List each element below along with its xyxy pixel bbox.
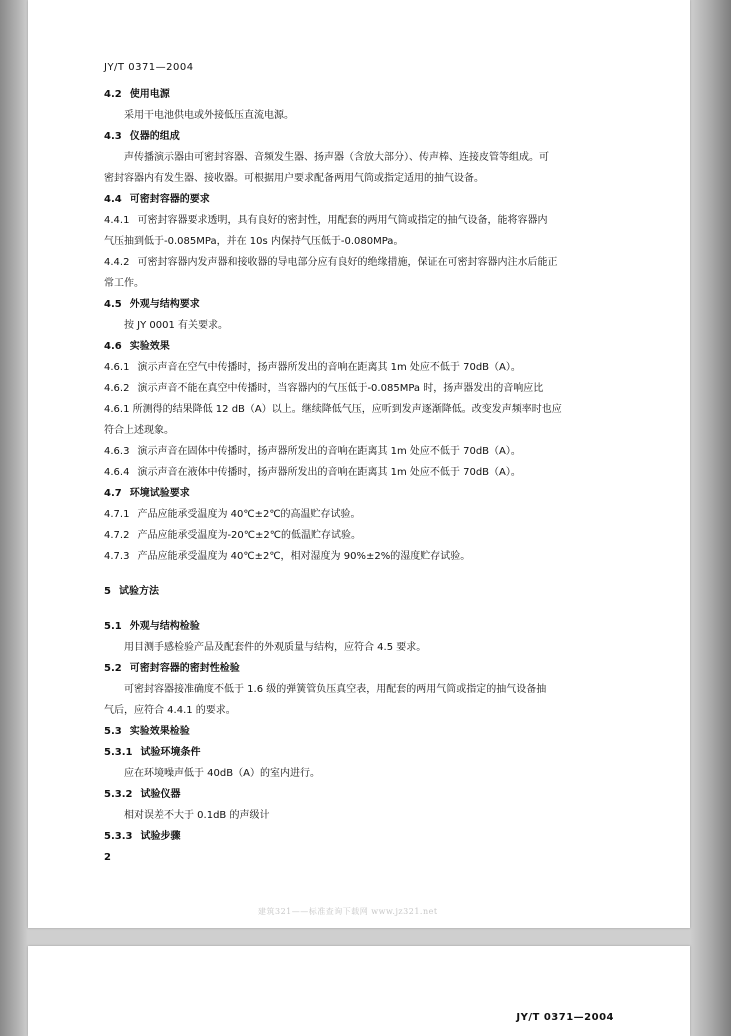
- body-line: [104, 235, 634, 256]
- line-text: 实验效果: [129, 341, 170, 352]
- body-line: [104, 641, 634, 662]
- section-gap: [104, 571, 634, 585]
- clause-number: 4.3: [104, 131, 122, 142]
- section-heading: [104, 585, 634, 606]
- clause-number: 4.6: [104, 341, 122, 352]
- section-heading: [104, 662, 634, 683]
- page-header: JY/T 0371—2004: [104, 62, 194, 73]
- section-heading: [104, 340, 634, 361]
- line-text: 产品应能承受温度为 40℃±2℃，相对湿度为 90%±2%的湿度贮存试验。: [137, 551, 471, 562]
- line-text: 演示声音在空气中传播时，扬声器所发出的音响在距离其 1m 处应不低于 70dB（A）。: [137, 362, 521, 373]
- clause-number: 5.3.2: [104, 789, 133, 800]
- line-text: 采用干电池供电或外接低压直流电源。: [124, 110, 294, 121]
- clause-number: 5.3: [104, 726, 122, 737]
- line-text: 按 JY 0001 有关要求。: [124, 320, 229, 331]
- clause-number: 4.2: [104, 89, 122, 100]
- line-text: 试验方法: [118, 586, 159, 597]
- clause-line: [104, 382, 634, 403]
- line-text: 产品应能承受温度为 40℃±2℃的高温贮存试验。: [137, 509, 361, 520]
- document-page-1: [28, 0, 690, 928]
- clause-number: 4.7.1: [104, 509, 130, 520]
- clause-number: 5.3.1: [104, 747, 133, 758]
- page-body: [104, 88, 634, 851]
- line-text: 使用电源: [129, 89, 170, 100]
- clause-number: 4.4.1: [104, 215, 130, 226]
- line-text: 符合上述现象。: [104, 425, 174, 436]
- clause-number: 4.4.2: [104, 257, 130, 268]
- line-text: 密封容器内有发生器、接收器。可根据用户要求配备两用气筒或指定适用的抽气设备。: [104, 173, 484, 184]
- body-line: [104, 172, 634, 193]
- clause-number: 5.3.3: [104, 831, 133, 842]
- line-text: 可密封容器接准确度不低于 1.6 级的弹簧管负压真空表，用配套的两用气筒或指定的抽气设备抽: [124, 684, 547, 695]
- clause-line: [104, 550, 634, 571]
- clause-line: [104, 445, 634, 466]
- line-text: 用目测手感检验产品及配套件的外观质量与结构，应符合 4.5 要求。: [124, 642, 427, 653]
- section-heading: [104, 130, 634, 151]
- watermark: 建筑321——标准查询下载网 www.jz321.net: [258, 907, 438, 916]
- body-line: [104, 403, 634, 424]
- clause-number: 4.4: [104, 194, 122, 205]
- clause-line: [104, 214, 634, 235]
- body-line: [104, 277, 634, 298]
- clause-number: 5.1: [104, 621, 122, 632]
- line-text: 相对误差不大于 0.1dB 的声级计: [124, 810, 270, 821]
- section-gap: [104, 606, 634, 620]
- clause-line: [104, 256, 634, 277]
- line-text: 演示声音在液体中传播时，扬声器所发出的音响在距离其 1m 处应不低于 70dB（A）。: [137, 467, 521, 478]
- line-text: 试验仪器: [140, 789, 181, 800]
- body-line: [104, 424, 634, 445]
- body-line: [104, 704, 634, 725]
- clause-number: 5: [104, 586, 111, 597]
- clause-line: [104, 529, 634, 550]
- section-heading: [104, 487, 634, 508]
- body-line: [104, 109, 634, 130]
- line-text: 实验效果检验: [129, 726, 190, 737]
- line-text: 试验环境条件: [140, 747, 201, 758]
- line-text: 演示声音不能在真空中传播时，当容器内的气压低于-0.085MPa 时，扬声器发出的音响应比: [137, 383, 544, 394]
- line-text: 环境试验要求: [129, 488, 190, 499]
- clause-number: 4.7.3: [104, 551, 130, 562]
- section-heading: [104, 193, 634, 214]
- document-page-2: [28, 946, 690, 1036]
- line-text: 可密封容器内发声器和接收器的导电部分应有良好的绝缘措施，保证在可密封容器内注水后能正: [137, 257, 558, 268]
- page-header-right: JY/T 0371—2004: [516, 1012, 614, 1023]
- page-number: 2: [104, 852, 111, 863]
- line-text: 4.6.1 所测得的结果降低 12 dB（A）以上。继续降低气压，应听到发声逐渐降低。改变发声频率时也应: [104, 404, 562, 415]
- line-text: 声传播演示器由可密封容器、音频发生器、扬声器（含放大部分）、传声棒、连接皮管等组成。可: [124, 152, 549, 163]
- section-heading: [104, 788, 634, 809]
- line-text: 外观与结构检验: [129, 621, 200, 632]
- section-heading: [104, 620, 634, 641]
- clause-number: 4.6.3: [104, 446, 130, 457]
- line-text: 可密封容器的密封性检验: [129, 663, 240, 674]
- clause-number: 4.7: [104, 488, 122, 499]
- section-heading: [104, 746, 634, 767]
- line-text: 可密封容器要求透明，具有良好的密封性，用配套的两用气筒或指定的抽气设备，能将容器内: [137, 215, 548, 226]
- line-text: 演示声音在固体中传播时，扬声器所发出的音响在距离其 1m 处应不低于 70dB（A）。: [137, 446, 521, 457]
- section-heading: [104, 725, 634, 746]
- section-heading: [104, 88, 634, 109]
- clause-number: 4.6.1: [104, 362, 130, 373]
- line-text: 应在环境噪声低于 40dB（A）的室内进行。: [124, 768, 320, 779]
- line-text: 仪器的组成: [129, 131, 180, 142]
- clause-number: 4.6.2: [104, 383, 130, 394]
- section-heading: [104, 298, 634, 319]
- clause-line: [104, 466, 634, 487]
- clause-line: [104, 508, 634, 529]
- line-text: 可密封容器的要求: [129, 194, 210, 205]
- section-heading: [104, 830, 634, 851]
- body-line: [104, 683, 634, 704]
- body-line: [104, 809, 634, 830]
- line-text: 试验步骤: [140, 831, 181, 842]
- line-text: 产品应能承受温度为-20℃±2℃的低温贮存试验。: [137, 530, 361, 541]
- body-line: [104, 319, 634, 340]
- body-line: [104, 767, 634, 788]
- clause-number: 4.7.2: [104, 530, 130, 541]
- clause-number: 5.2: [104, 663, 122, 674]
- body-line: [104, 151, 634, 172]
- clause-number: 4.6.4: [104, 467, 130, 478]
- clause-number: 4.5: [104, 299, 122, 310]
- line-text: 气压抽到低于-0.085MPa，并在 10s 内保持气压低于-0.080MPa。: [104, 236, 404, 247]
- line-text: 常工作。: [104, 278, 144, 289]
- line-text: 气后，应符合 4.4.1 的要求。: [104, 705, 236, 716]
- clause-line: [104, 361, 634, 382]
- line-text: 外观与结构要求: [129, 299, 200, 310]
